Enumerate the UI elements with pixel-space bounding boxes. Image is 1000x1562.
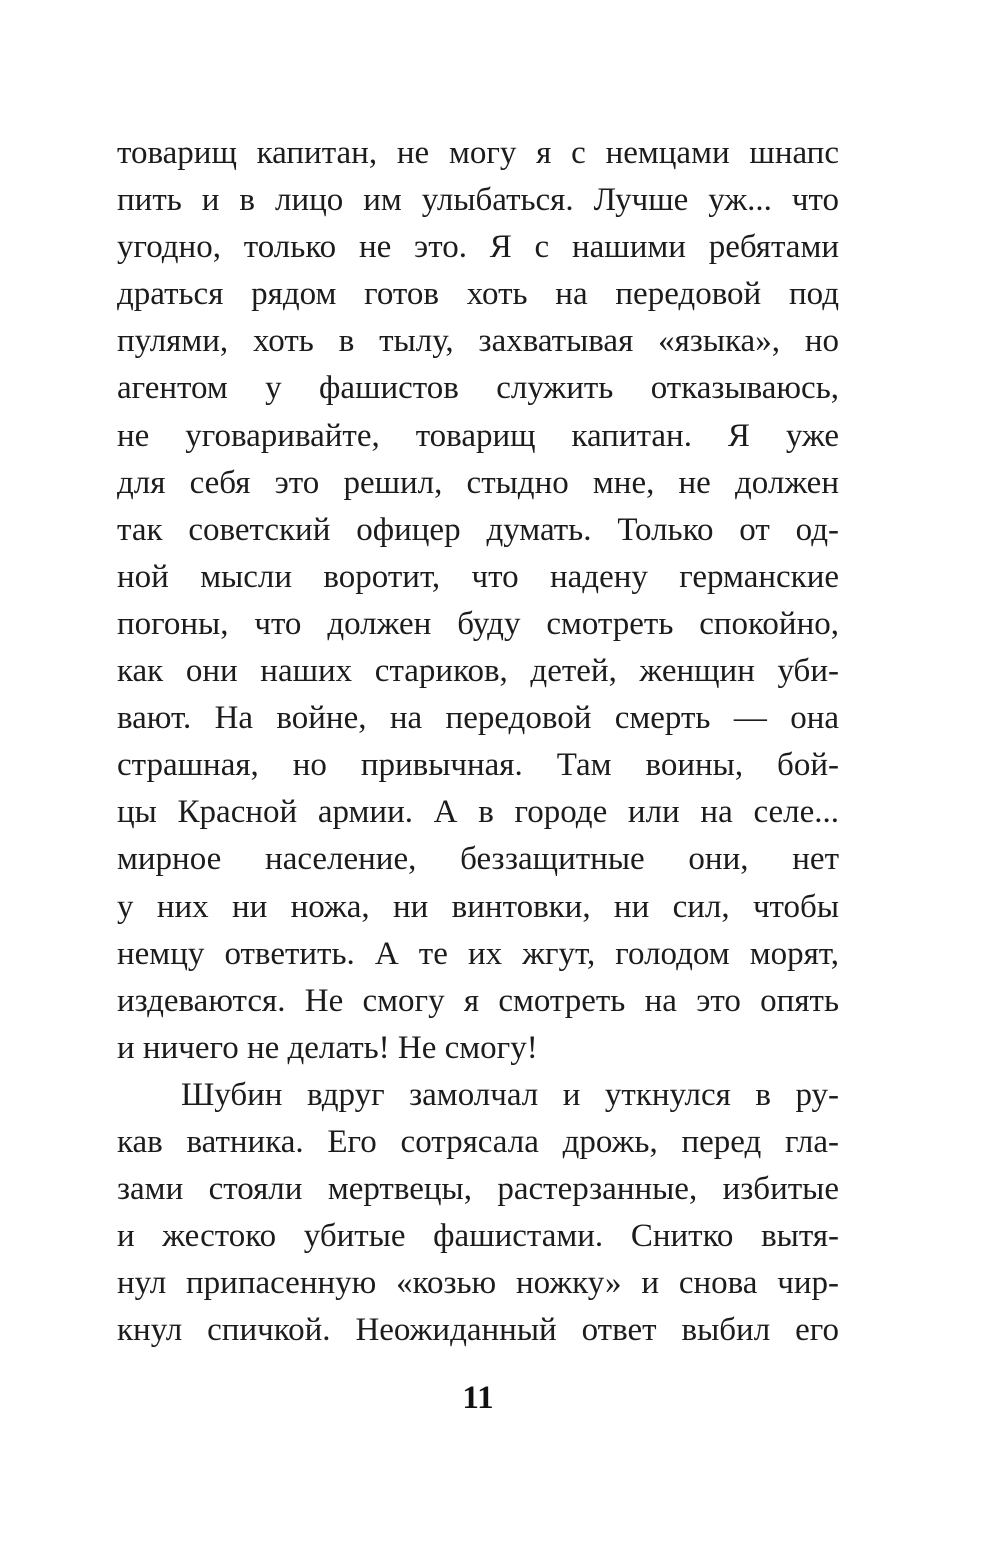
text-line: Шубин вдруг замолчал и уткнулся в ру- xyxy=(181,1076,839,1113)
text-line: и жестоко убитые фашистами. Снитко вытя- xyxy=(117,1218,839,1255)
text-line: пулями, хоть в тылу, захватывая «языка», но xyxy=(117,323,839,360)
text-line: не уговаривайте, товарищ капитан. Я уже xyxy=(117,417,839,454)
text-line: зами стояли мертвецы, растерзанные, избитые xyxy=(117,1171,839,1208)
text-line: кнул спичкой. Неожиданный ответ выбил его xyxy=(117,1312,839,1349)
text-line: и ничего не делать! Не смогу! xyxy=(117,1029,538,1066)
text-line: нул припасенную «козью ножку» и снова чир- xyxy=(117,1265,839,1302)
text-line: как они наших стариков, детей, женщин уби- xyxy=(117,653,839,690)
text-line: для себя это решил, стыдно мне, не должен xyxy=(117,464,839,501)
text-line: агентом у фашистов служить отказываюсь, xyxy=(117,370,839,407)
text-line: вают. На войне, на передовой смерть — она xyxy=(117,700,839,737)
body-text xyxy=(117,130,839,1354)
text-line: ной мысли воротит, что надену германские xyxy=(117,558,839,595)
text-line: драться рядом готов хоть на передовой под xyxy=(117,276,839,313)
text-line: так советский офицер думать. Только от од- xyxy=(117,511,839,548)
text-line: погоны, что должен буду смотреть спокойно, xyxy=(117,605,839,642)
text-line: у них ни ножа, ни винтовки, ни сил, чтобы xyxy=(117,888,839,925)
text-line: страшная, но привычная. Там воины, бой- xyxy=(117,747,839,784)
text-line: кав ватника. Его сотрясала дрожь, перед гла- xyxy=(117,1123,839,1160)
text-line: пить и в лицо им улыбаться. Лучше уж... что xyxy=(117,182,839,219)
text-line: издеваются. Не смогу я смотреть на это опять xyxy=(117,982,839,1019)
text-line: цы Красной армии. А в городе или на селе... xyxy=(117,794,839,831)
text-line: немцу ответить. А те их жгут, голодом морят, xyxy=(117,935,839,972)
page-number: 11 xyxy=(462,1380,494,1416)
text-line: товарищ капитан, не могу я с немцами шнапс xyxy=(117,135,839,171)
text-line: мирное население, беззащитные они, нет xyxy=(117,841,839,878)
text-line: угодно, только не это. Я с нашими ребятами xyxy=(117,229,839,266)
